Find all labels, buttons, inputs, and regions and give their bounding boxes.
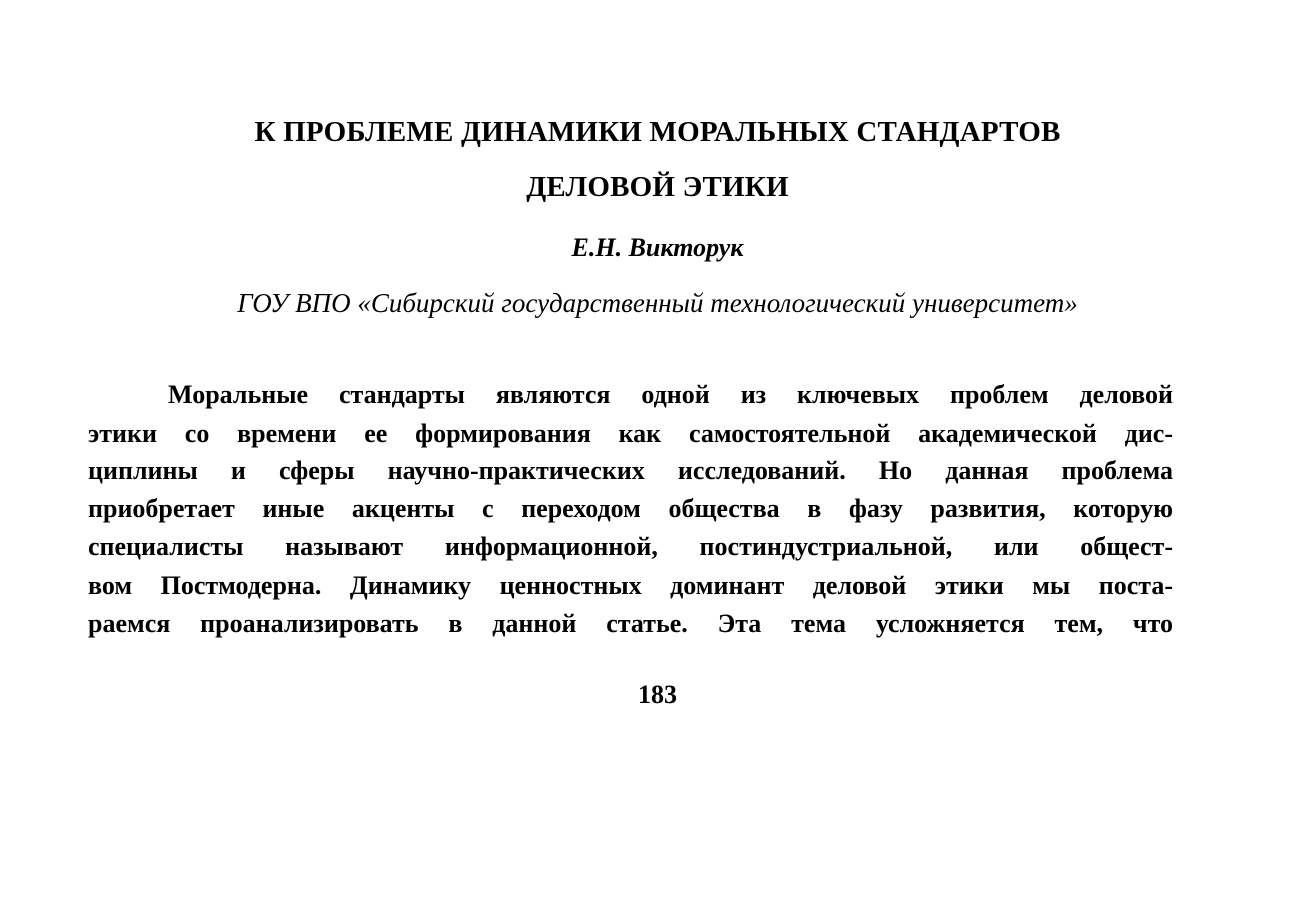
body-line: Моральные стандарты являются одной из ключевых проблем деловой [168, 380, 1173, 409]
body-line: циплины и сферы научно-практических исследований. Но данная проблема [88, 456, 1173, 485]
author-name: Е.Н. Викторук [571, 233, 744, 262]
body-line: этики со времени ее формирования как самостоятельной академической дис- [88, 419, 1173, 448]
page-number: 183 [638, 680, 677, 709]
body-line: раемся проанализировать в данной статье. Эта тема усложняется тем, что [88, 609, 1173, 638]
article-title-line-1: К ПРОБЛЕМЕ ДИНАМИКИ МОРАЛЬНЫХ СТАНДАРТОВ [254, 116, 1061, 148]
author-affiliation: ГОУ ВПО «Сибирский государственный технологический университет» [237, 288, 1078, 318]
article-title-line-2: ДЕЛОВОЙ ЭТИКИ [526, 171, 789, 203]
body-line: вом Постмодерна. Динамику ценностных доминант деловой этики мы поста- [88, 571, 1173, 600]
body-line: приобретает иные акценты с переходом общества в фазу развития, которую [88, 494, 1173, 523]
body-line: специалисты называют информационной, постиндустриальной, или общест- [88, 532, 1173, 561]
